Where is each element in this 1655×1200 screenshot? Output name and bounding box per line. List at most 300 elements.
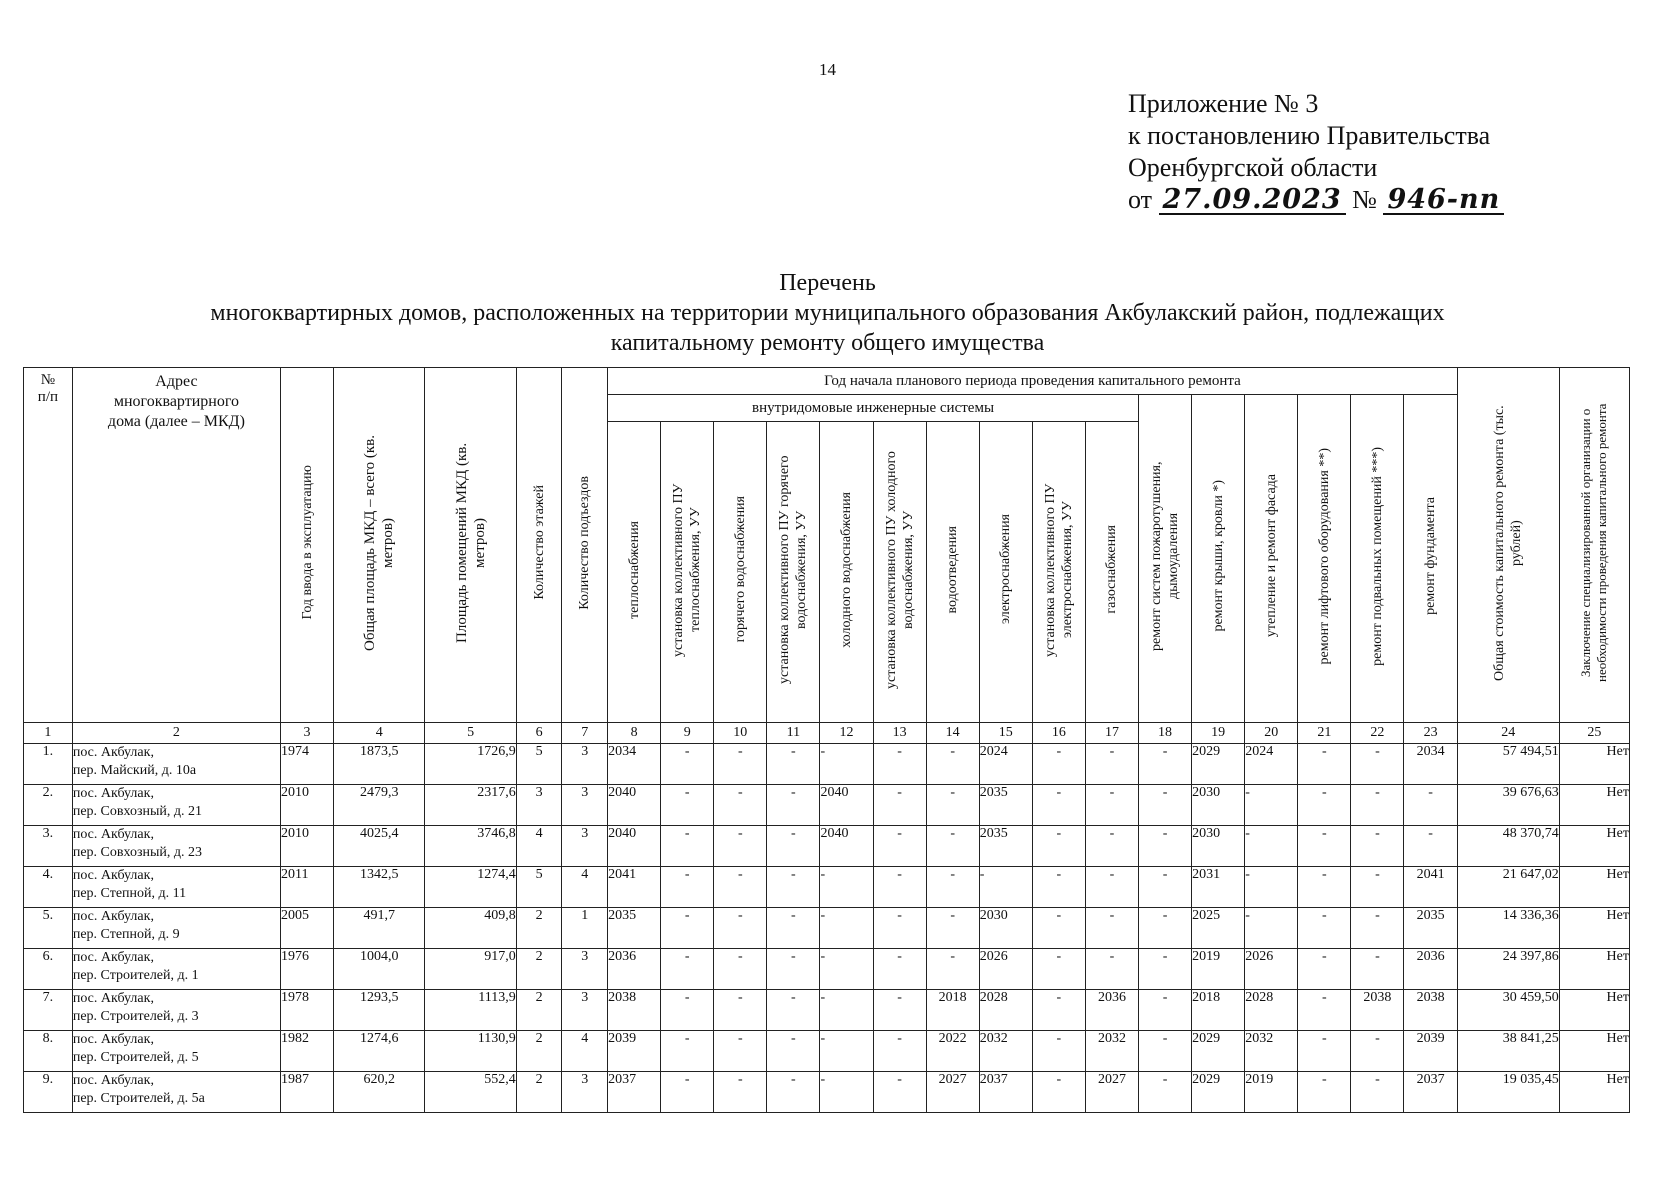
- cell-col-19: 2029: [1192, 1072, 1245, 1113]
- cell-col-5: 1130,9: [425, 1031, 516, 1072]
- cell-col-16: -: [1032, 744, 1085, 785]
- column-number: 17: [1085, 723, 1138, 744]
- column-number: 3: [281, 723, 334, 744]
- column-number: 16: [1032, 723, 1085, 744]
- cell-col-19: 2031: [1192, 867, 1245, 908]
- cell-col-12: 2040: [820, 785, 873, 826]
- row-address: [72, 826, 280, 867]
- title-line3: капитальному ремонту общего имущества: [610, 330, 1045, 356]
- cell-col-23: 2035: [1404, 908, 1457, 949]
- cell-col-23: -: [1404, 826, 1457, 867]
- cell-col-22: -: [1351, 785, 1404, 826]
- cell-col-17: -: [1085, 826, 1138, 867]
- cell-col-14: -: [926, 867, 979, 908]
- cell-col-9: -: [661, 949, 714, 990]
- row-address: [72, 744, 280, 785]
- cell-col-9: -: [661, 867, 714, 908]
- cell-col-11: -: [767, 1031, 820, 1072]
- cell-col-19: 2029: [1192, 1031, 1245, 1072]
- cell-col-4: 491,7: [334, 908, 425, 949]
- header-elevator: ремонт лифтового оборудования **): [1298, 395, 1351, 723]
- appendix-from-label: от: [1128, 185, 1153, 214]
- appendix-block: [1128, 88, 1504, 216]
- row-number: 5.: [24, 908, 73, 949]
- cell-col-10: -: [714, 1031, 767, 1072]
- cell-col-25: Нет: [1559, 785, 1629, 826]
- cell-col-16: -: [1032, 908, 1085, 949]
- cell-col-15: 2037: [979, 1072, 1032, 1113]
- cell-col-16: -: [1032, 990, 1085, 1031]
- cell-col-12: -: [820, 1031, 873, 1072]
- header-period-group: Год начала планового периода проведения капитального ремонта: [608, 368, 1458, 395]
- cell-col-3: 2005: [281, 908, 334, 949]
- header-fire-systems: ремонт систем пожаротушения, дымоудаления: [1139, 395, 1192, 723]
- header-entrances: Количество подъездов: [562, 368, 608, 723]
- cell-col-17: -: [1085, 785, 1138, 826]
- address-line2: пер. Совхозный, д. 23: [72, 845, 203, 860]
- cell-col-12: 2040: [820, 826, 873, 867]
- cell-col-25: Нет: [1559, 826, 1629, 867]
- cell-col-5: 2317,6: [425, 785, 516, 826]
- cell-col-25: Нет: [1559, 1072, 1629, 1113]
- row-number: 6.: [24, 949, 73, 990]
- row-address: [72, 990, 280, 1031]
- row-address: [72, 1031, 280, 1072]
- cell-col-19: 2030: [1192, 785, 1245, 826]
- cell-col-8: 2037: [608, 1072, 661, 1113]
- table-row: [24, 1031, 1630, 1072]
- cell-col-8: 2041: [608, 867, 661, 908]
- cell-col-13: -: [873, 826, 926, 867]
- table-row: [24, 1072, 1630, 1113]
- cell-col-20: 2028: [1245, 990, 1298, 1031]
- cell-col-22: -: [1351, 908, 1404, 949]
- cell-col-14: -: [926, 744, 979, 785]
- appendix-number-label: №: [1352, 185, 1377, 214]
- appendix-number: 946-пп: [1383, 187, 1504, 215]
- cell-col-3: 1978: [281, 990, 334, 1031]
- header-conclusion: Заключение специализированной организации о необходимости проведения капитального ремонта: [1559, 368, 1629, 723]
- cell-col-17: 2032: [1085, 1031, 1138, 1072]
- cell-col-8: 2040: [608, 785, 661, 826]
- cell-col-3: 1976: [281, 949, 334, 990]
- appendix-line3: Оренбургской области: [1128, 153, 1378, 182]
- cell-col-21: -: [1298, 867, 1351, 908]
- table-row: [24, 990, 1630, 1031]
- cell-col-3: 2011: [281, 867, 334, 908]
- cell-col-10: -: [714, 949, 767, 990]
- address-line1: пос. Акбулак,: [72, 1073, 154, 1088]
- cell-col-4: 4025,4: [334, 826, 425, 867]
- address-line2: пер. Совхозный, д. 21: [72, 804, 203, 819]
- cell-col-20: -: [1245, 908, 1298, 949]
- table-row: [24, 867, 1630, 908]
- cell-col-11: -: [767, 990, 820, 1031]
- cell-col-6: 5: [516, 744, 562, 785]
- address-line2: пер. Степной, д. 11: [72, 886, 187, 901]
- row-number: 8.: [24, 1031, 73, 1072]
- cell-col-23: -: [1404, 785, 1457, 826]
- cell-col-20: -: [1245, 867, 1298, 908]
- cell-col-14: 2027: [926, 1072, 979, 1113]
- cell-col-23: 2036: [1404, 949, 1457, 990]
- address-line1: пос. Акбулак,: [72, 1032, 154, 1047]
- cell-col-15: 2024: [979, 744, 1032, 785]
- cell-col-11: -: [767, 949, 820, 990]
- cell-col-11: -: [767, 1072, 820, 1113]
- cell-col-22: 2038: [1351, 990, 1404, 1031]
- column-number: 14: [926, 723, 979, 744]
- cell-col-9: -: [661, 1031, 714, 1072]
- column-number: 9: [661, 723, 714, 744]
- cell-col-20: 2024: [1245, 744, 1298, 785]
- cell-col-14: 2018: [926, 990, 979, 1031]
- cell-col-10: -: [714, 744, 767, 785]
- cell-col-21: -: [1298, 1072, 1351, 1113]
- cell-col-7: 1: [562, 908, 608, 949]
- row-address: [72, 867, 280, 908]
- row-address: [72, 1072, 280, 1113]
- cell-col-21: -: [1298, 826, 1351, 867]
- cell-col-3: 1974: [281, 744, 334, 785]
- cell-col-17: 2036: [1085, 990, 1138, 1031]
- cell-col-12: -: [820, 867, 873, 908]
- cell-col-18: -: [1139, 785, 1192, 826]
- row-number: 9.: [24, 1072, 73, 1113]
- cell-col-17: 2027: [1085, 1072, 1138, 1113]
- header-heating: теплоснабжения: [608, 422, 661, 723]
- cell-col-25: Нет: [1559, 949, 1629, 990]
- column-number: 6: [516, 723, 562, 744]
- column-number: 12: [820, 723, 873, 744]
- cell-col-18: -: [1139, 867, 1192, 908]
- cell-col-4: 1342,5: [334, 867, 425, 908]
- cell-col-20: 2019: [1245, 1072, 1298, 1113]
- cell-col-13: -: [873, 949, 926, 990]
- cell-col-24: 30 459,50: [1457, 990, 1559, 1031]
- cell-col-17: -: [1085, 949, 1138, 990]
- header-floors: Количество этажей: [516, 368, 562, 723]
- column-number: 13: [873, 723, 926, 744]
- header-num: № п/п: [24, 368, 73, 723]
- cell-col-24: 19 035,45: [1457, 1072, 1559, 1113]
- appendix-date: 27.09.2023: [1159, 187, 1346, 215]
- cell-col-22: -: [1351, 1031, 1404, 1072]
- header-electricity: электроснабжения: [979, 422, 1032, 723]
- row-number: 4.: [24, 867, 73, 908]
- cell-col-15: 2030: [979, 908, 1032, 949]
- cell-col-11: -: [767, 744, 820, 785]
- cell-col-4: 620,2: [334, 1072, 425, 1113]
- cell-col-22: -: [1351, 744, 1404, 785]
- cell-col-3: 2010: [281, 785, 334, 826]
- cell-col-19: 2025: [1192, 908, 1245, 949]
- cell-col-6: 4: [516, 826, 562, 867]
- cell-col-24: 48 370,74: [1457, 826, 1559, 867]
- header-premises-area: Площадь помещений МКД (кв. метров): [425, 368, 516, 723]
- column-number: 20: [1245, 723, 1298, 744]
- cell-col-24: 57 494,51: [1457, 744, 1559, 785]
- cell-col-3: 1982: [281, 1031, 334, 1072]
- header-year-commission: Год ввода в эксплуатацию: [281, 368, 334, 723]
- address-line1: пос. Акбулак,: [72, 827, 154, 842]
- cell-col-7: 3: [562, 1072, 608, 1113]
- cell-col-7: 4: [562, 1031, 608, 1072]
- table-row: [24, 744, 1630, 785]
- cell-col-11: -: [767, 785, 820, 826]
- cell-col-15: 2035: [979, 785, 1032, 826]
- cell-col-5: 3746,8: [425, 826, 516, 867]
- column-number: 8: [608, 723, 661, 744]
- cell-col-17: -: [1085, 867, 1138, 908]
- cell-col-12: -: [820, 949, 873, 990]
- cell-col-9: -: [661, 826, 714, 867]
- column-number: 5: [425, 723, 516, 744]
- cell-col-20: 2032: [1245, 1031, 1298, 1072]
- table-body: [24, 744, 1630, 1113]
- cell-col-25: Нет: [1559, 908, 1629, 949]
- cell-col-15: 2026: [979, 949, 1032, 990]
- cell-col-21: -: [1298, 990, 1351, 1031]
- address-line2: пер. Строителей, д. 1: [72, 968, 199, 983]
- address-line1: пос. Акбулак,: [72, 991, 154, 1006]
- cell-col-21: -: [1298, 908, 1351, 949]
- cell-col-13: -: [873, 990, 926, 1031]
- cell-col-12: -: [820, 990, 873, 1031]
- header-engineering-group: внутридомовые инженерные системы: [608, 395, 1139, 422]
- cell-col-15: -: [979, 867, 1032, 908]
- cell-col-18: -: [1139, 908, 1192, 949]
- header-total-area: Общая площадь МКД – всего (кв. метров): [334, 368, 425, 723]
- buildings-table: [23, 367, 1630, 1113]
- cell-col-6: 2: [516, 908, 562, 949]
- cell-col-6: 2: [516, 1031, 562, 1072]
- cell-col-15: 2035: [979, 826, 1032, 867]
- cell-col-6: 5: [516, 867, 562, 908]
- cell-col-9: -: [661, 744, 714, 785]
- cell-col-3: 1987: [281, 1072, 334, 1113]
- cell-col-14: 2022: [926, 1031, 979, 1072]
- header-foundation: ремонт фундамента: [1404, 395, 1457, 723]
- cell-col-22: -: [1351, 949, 1404, 990]
- cell-col-9: -: [661, 990, 714, 1031]
- column-number: 21: [1298, 723, 1351, 744]
- cell-col-20: 2026: [1245, 949, 1298, 990]
- address-line2: пер. Строителей, д. 5: [72, 1050, 199, 1065]
- table-row: [24, 826, 1630, 867]
- header-sewerage: водоотведения: [926, 422, 979, 723]
- cell-col-11: -: [767, 908, 820, 949]
- cell-col-7: 4: [562, 867, 608, 908]
- cell-col-10: -: [714, 908, 767, 949]
- cell-col-5: 1726,9: [425, 744, 516, 785]
- cell-col-16: -: [1032, 785, 1085, 826]
- cell-col-25: Нет: [1559, 744, 1629, 785]
- row-address: [72, 949, 280, 990]
- row-number: 1.: [24, 744, 73, 785]
- cell-col-13: -: [873, 867, 926, 908]
- cell-col-8: 2039: [608, 1031, 661, 1072]
- title-line2: многоквартирных домов, расположенных на территории муниципального образования Акбулакский район, подлежащих: [210, 300, 1445, 326]
- cell-col-5: 917,0: [425, 949, 516, 990]
- appendix-line1: Приложение № 3: [1128, 89, 1319, 118]
- cell-col-19: 2019: [1192, 949, 1245, 990]
- cell-col-12: -: [820, 1072, 873, 1113]
- cell-col-9: -: [661, 785, 714, 826]
- cell-col-9: -: [661, 908, 714, 949]
- cell-col-15: 2028: [979, 990, 1032, 1031]
- cell-col-22: -: [1351, 867, 1404, 908]
- cell-col-21: -: [1298, 785, 1351, 826]
- column-number: 25: [1559, 723, 1629, 744]
- cell-col-7: 3: [562, 744, 608, 785]
- appendix-line4: [1128, 184, 1504, 216]
- cell-col-16: -: [1032, 826, 1085, 867]
- row-number: 7.: [24, 990, 73, 1031]
- row-number: 2.: [24, 785, 73, 826]
- cell-col-20: -: [1245, 826, 1298, 867]
- header-basement: ремонт подвальных помещений ***): [1351, 395, 1404, 723]
- cell-col-22: -: [1351, 826, 1404, 867]
- cell-col-6: 2: [516, 1072, 562, 1113]
- column-number: 18: [1139, 723, 1192, 744]
- cell-col-4: 1274,6: [334, 1031, 425, 1072]
- cell-col-13: -: [873, 1031, 926, 1072]
- cell-col-19: 2030: [1192, 826, 1245, 867]
- header-electricity-meter: установка коллективного ПУ электроснабжения, УУ: [1032, 422, 1085, 723]
- cell-col-16: -: [1032, 867, 1085, 908]
- address-line1: пос. Акбулак,: [72, 950, 154, 965]
- header-hot-water: горячего водоснабжения: [714, 422, 767, 723]
- column-number: 24: [1457, 723, 1559, 744]
- address-line1: пос. Акбулак,: [72, 909, 154, 924]
- address-line2: пер. Строителей, д. 5а: [72, 1091, 205, 1106]
- table-row: [24, 949, 1630, 990]
- column-number: 4: [334, 723, 425, 744]
- cell-col-7: 3: [562, 785, 608, 826]
- column-number: 19: [1192, 723, 1245, 744]
- address-line1: пос. Акбулак,: [72, 868, 154, 883]
- cell-col-23: 2039: [1404, 1031, 1457, 1072]
- cell-col-6: 2: [516, 990, 562, 1031]
- cell-col-5: 409,8: [425, 908, 516, 949]
- header-roof: ремонт крыши, кровли *): [1192, 395, 1245, 723]
- header-total-cost: Общая стоимость капитального ремонта (тыс. рублей): [1457, 368, 1559, 723]
- cell-col-10: -: [714, 1072, 767, 1113]
- cell-col-25: Нет: [1559, 990, 1629, 1031]
- column-number: 11: [767, 723, 820, 744]
- cell-col-10: -: [714, 990, 767, 1031]
- page-number: 14: [819, 60, 836, 79]
- cell-col-11: -: [767, 867, 820, 908]
- address-line2: пер. Степной, д. 9: [72, 927, 180, 942]
- cell-col-24: 24 397,86: [1457, 949, 1559, 990]
- cell-col-18: -: [1139, 1072, 1192, 1113]
- cell-col-4: 1004,0: [334, 949, 425, 990]
- cell-col-10: -: [714, 867, 767, 908]
- header-hot-water-meter: установка коллективного ПУ горячего водоснабжения, УУ: [767, 422, 820, 723]
- cell-col-3: 2010: [281, 826, 334, 867]
- cell-col-12: -: [820, 908, 873, 949]
- cell-col-5: 552,4: [425, 1072, 516, 1113]
- cell-col-10: -: [714, 785, 767, 826]
- cell-col-21: -: [1298, 949, 1351, 990]
- cell-col-14: -: [926, 785, 979, 826]
- header-cold-water-meter: установка коллективного ПУ холодного водоснабжения, УУ: [873, 422, 926, 723]
- cell-col-4: 1873,5: [334, 744, 425, 785]
- cell-col-20: -: [1245, 785, 1298, 826]
- address-line1: пос. Акбулак,: [72, 745, 154, 760]
- column-number: 10: [714, 723, 767, 744]
- address-line2: пер. Строителей, д. 3: [72, 1009, 199, 1024]
- cell-col-23: 2038: [1404, 990, 1457, 1031]
- cell-col-24: 21 647,02: [1457, 867, 1559, 908]
- cell-col-12: -: [820, 744, 873, 785]
- cell-col-24: 39 676,63: [1457, 785, 1559, 826]
- cell-col-23: 2041: [1404, 867, 1457, 908]
- cell-col-18: -: [1139, 990, 1192, 1031]
- cell-col-21: -: [1298, 1031, 1351, 1072]
- cell-col-4: 2479,3: [334, 785, 425, 826]
- column-numbers-row: [24, 723, 1630, 744]
- cell-col-7: 3: [562, 826, 608, 867]
- header-heating-meter: установка коллективного ПУ теплоснабжения, УУ: [661, 422, 714, 723]
- cell-col-16: -: [1032, 1031, 1085, 1072]
- title-line1: Перечень: [779, 270, 876, 296]
- cell-col-13: -: [873, 744, 926, 785]
- cell-col-17: -: [1085, 908, 1138, 949]
- address-line1: пос. Акбулак,: [72, 786, 154, 801]
- cell-col-16: -: [1032, 1072, 1085, 1113]
- column-number: 1: [24, 723, 73, 744]
- cell-col-23: 2037: [1404, 1072, 1457, 1113]
- cell-col-15: 2032: [979, 1031, 1032, 1072]
- column-number: 22: [1351, 723, 1404, 744]
- cell-col-19: 2029: [1192, 744, 1245, 785]
- column-number: 23: [1404, 723, 1457, 744]
- header-gas: газоснабжения: [1085, 422, 1138, 723]
- cell-col-18: -: [1139, 1031, 1192, 1072]
- column-number: 2: [72, 723, 280, 744]
- cell-col-8: 2036: [608, 949, 661, 990]
- header-address: Адрес многоквартирного дома (далее – МКД): [72, 368, 280, 723]
- cell-col-8: 2034: [608, 744, 661, 785]
- cell-col-14: -: [926, 826, 979, 867]
- row-address: [72, 908, 280, 949]
- document-title: [60, 268, 1595, 358]
- header-cold-water: холодного водоснабжения: [820, 422, 873, 723]
- cell-col-5: 1113,9: [425, 990, 516, 1031]
- cell-col-7: 3: [562, 990, 608, 1031]
- cell-col-18: -: [1139, 826, 1192, 867]
- cell-col-19: 2018: [1192, 990, 1245, 1031]
- cell-col-13: -: [873, 785, 926, 826]
- cell-col-14: -: [926, 908, 979, 949]
- cell-col-17: -: [1085, 744, 1138, 785]
- column-number: 15: [979, 723, 1032, 744]
- cell-col-25: Нет: [1559, 1031, 1629, 1072]
- cell-col-18: -: [1139, 949, 1192, 990]
- cell-col-9: -: [661, 1072, 714, 1113]
- cell-col-13: -: [873, 908, 926, 949]
- cell-col-8: 2040: [608, 826, 661, 867]
- cell-col-22: -: [1351, 1072, 1404, 1113]
- cell-col-4: 1293,5: [334, 990, 425, 1031]
- cell-col-18: -: [1139, 744, 1192, 785]
- header-facade: утепление и ремонт фасада: [1245, 395, 1298, 723]
- cell-col-8: 2038: [608, 990, 661, 1031]
- cell-col-16: -: [1032, 949, 1085, 990]
